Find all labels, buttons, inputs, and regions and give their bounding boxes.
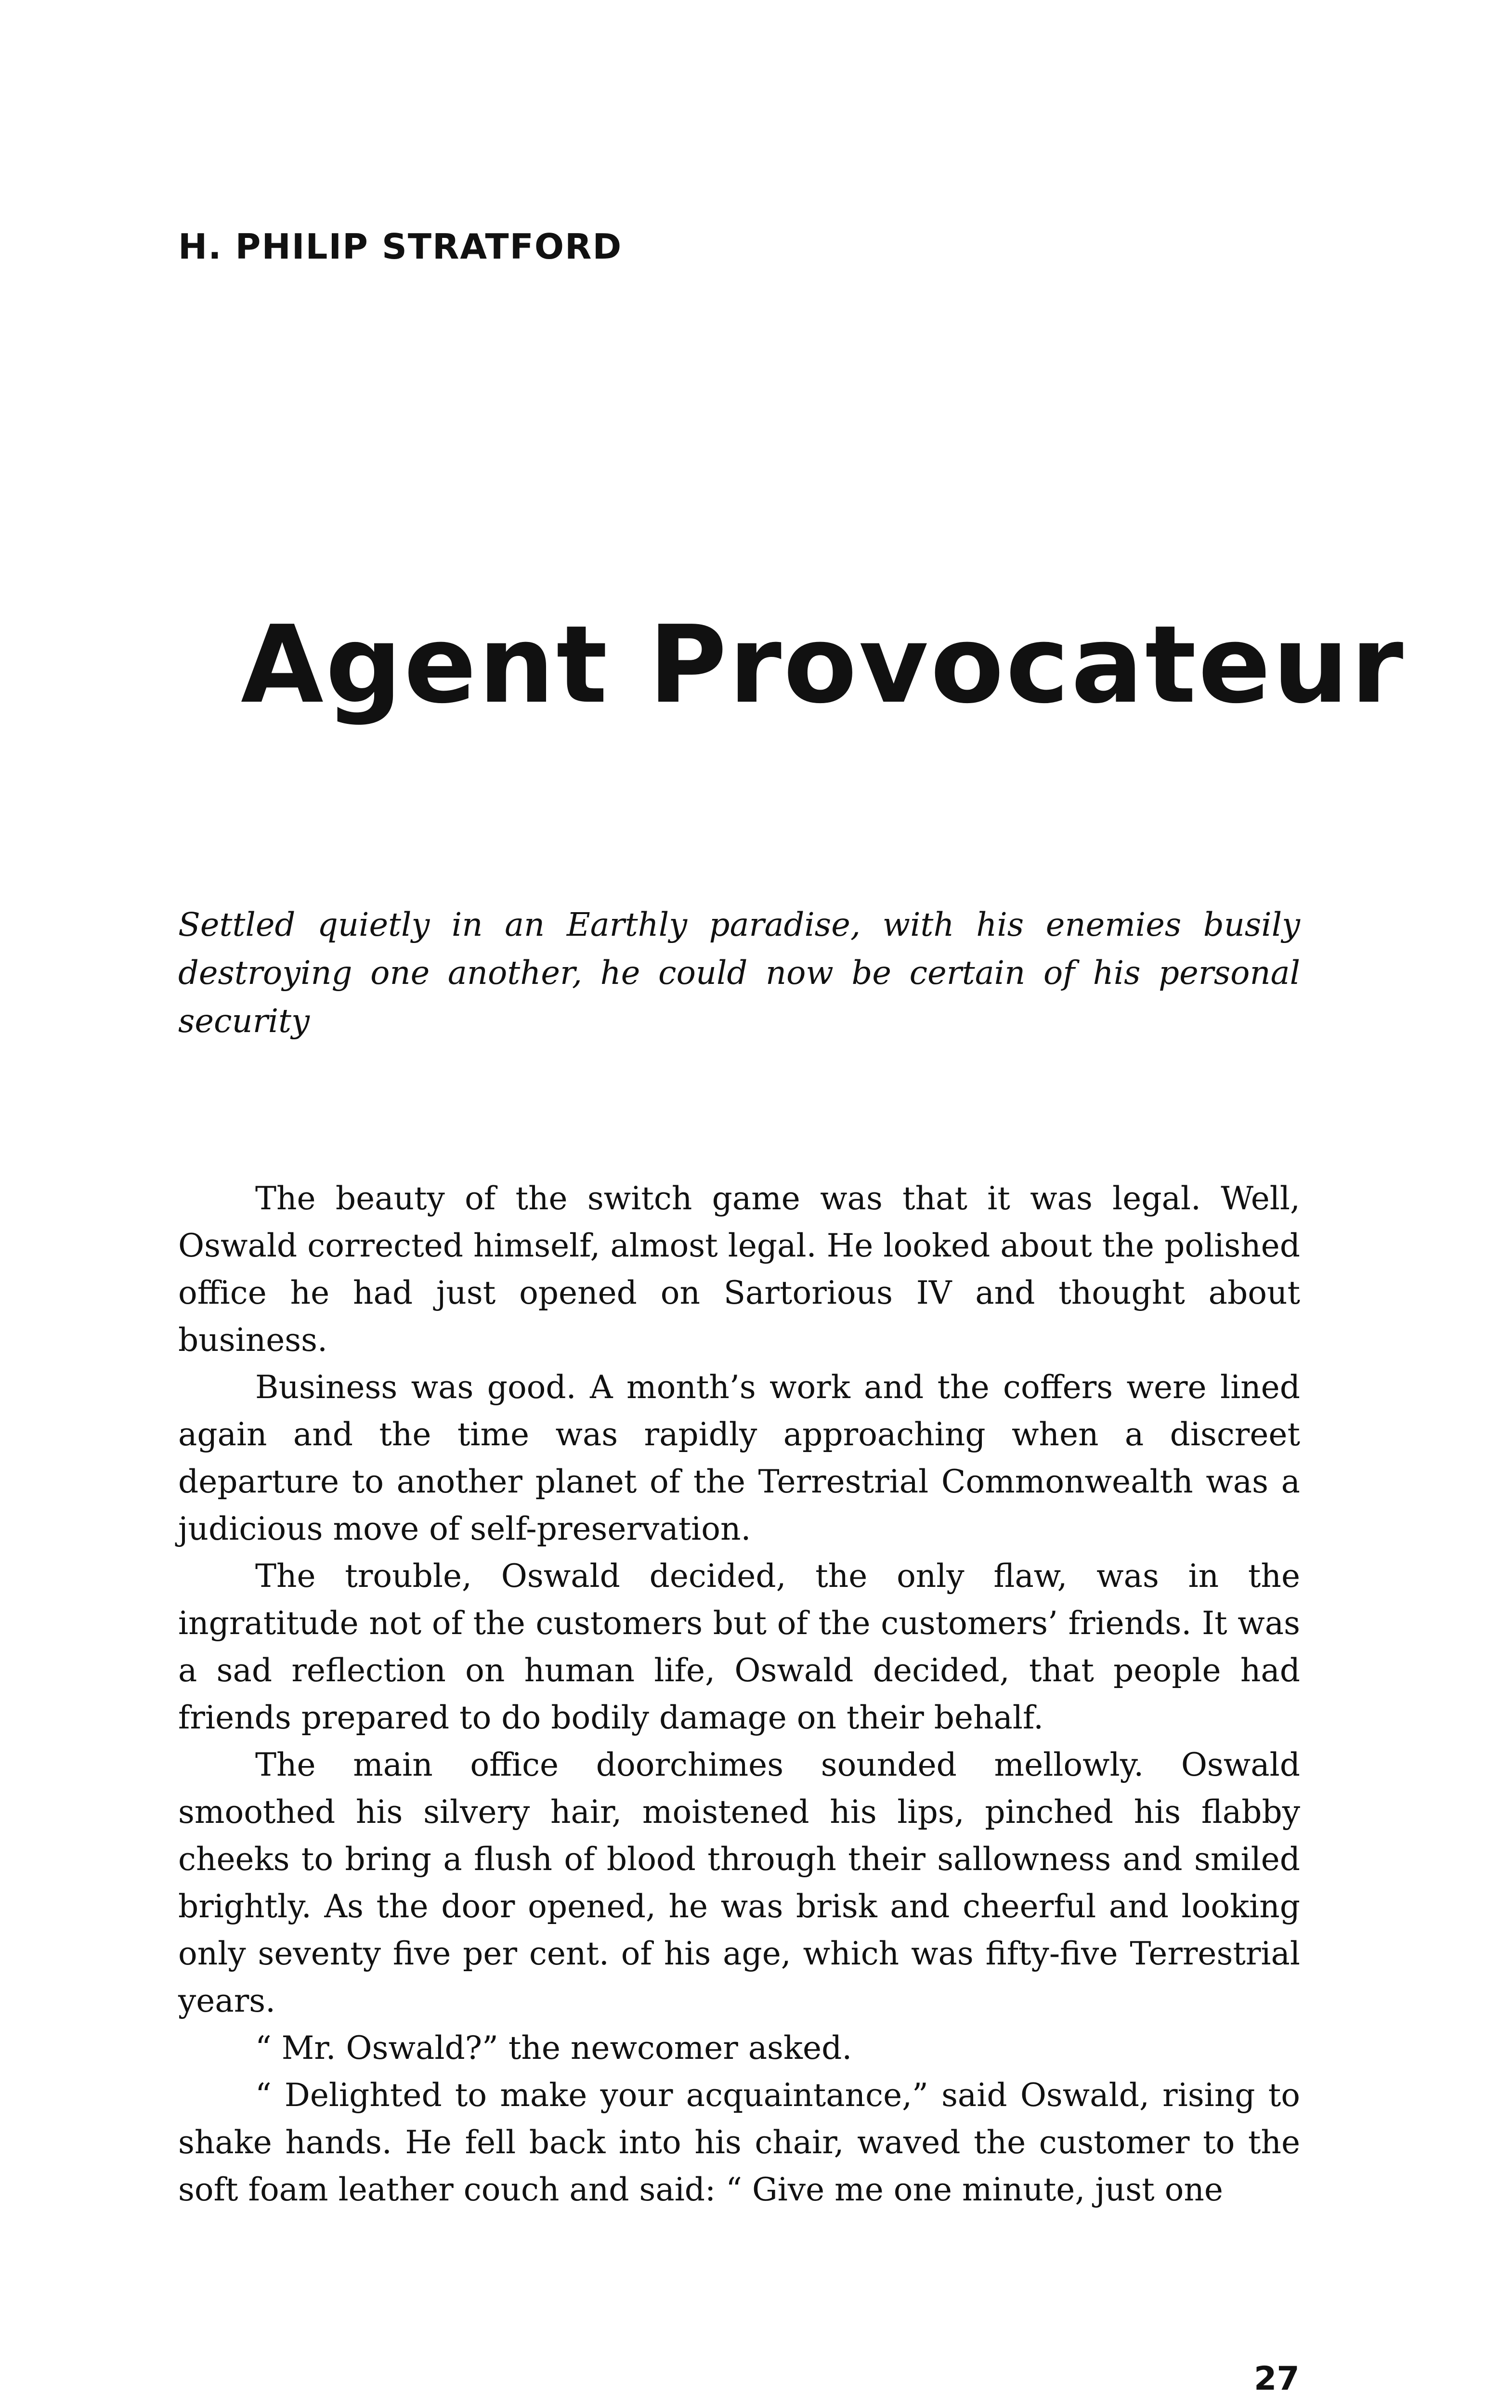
story-blurb: Settled quietly in an Earthly paradise, with his enemies busily destroying one another, he could now be certain of his personal security [178,906,1300,1040]
paragraph: Business was good. A month’s work and the coffers were lined again and the time was rapidly approaching when a discreet departure to another planet of the Terrestrial Commonwealth was a judicious move of self-preservation. [178,1369,1300,1547]
paragraph: The beauty of the switch game was that it was legal. Well, Oswald corrected himself, almost legal. He looked about the polished office he had just opened on Sartorious IV and thought about business. [178,1180,1300,1359]
paragraph: “ Delighted to make your acquaintance,” said Oswald, rising to shake hands. He fell back into his chair, waved the customer to the soft foam leather couch and said: “ Give me one minute, just one [178,2077,1300,2208]
paragraph: The main office doorchimes sounded mellowly. Oswald smoothed his silvery hair, moistened his lips, pinched his flabby cheeks to bring a flush of blood through their sallowness and smiled brightly. As the door opened, he was brisk and cheerful and looking only seventy five per cent. of his age, which was fifty-five Terrestrial years. [178,1746,1300,2019]
paragraph: The trouble, Oswald decided, the only flaw, was in the ingratitude not of the customers but of the customers’ friends. It was a sad reflection on human life, Oswald decided, that people had friends prepared to do bodily damage on their behalf. [178,1557,1300,1736]
page-number: 27 [1254,2360,1300,2398]
paragraph: “ Mr. Oswald?” the newcomer asked. [255,2029,852,2067]
author-name: H. PHILIP STRATFORD [178,226,623,267]
story-title: Agent Provocateur [241,603,1406,727]
story-body [178,1175,1300,2213]
